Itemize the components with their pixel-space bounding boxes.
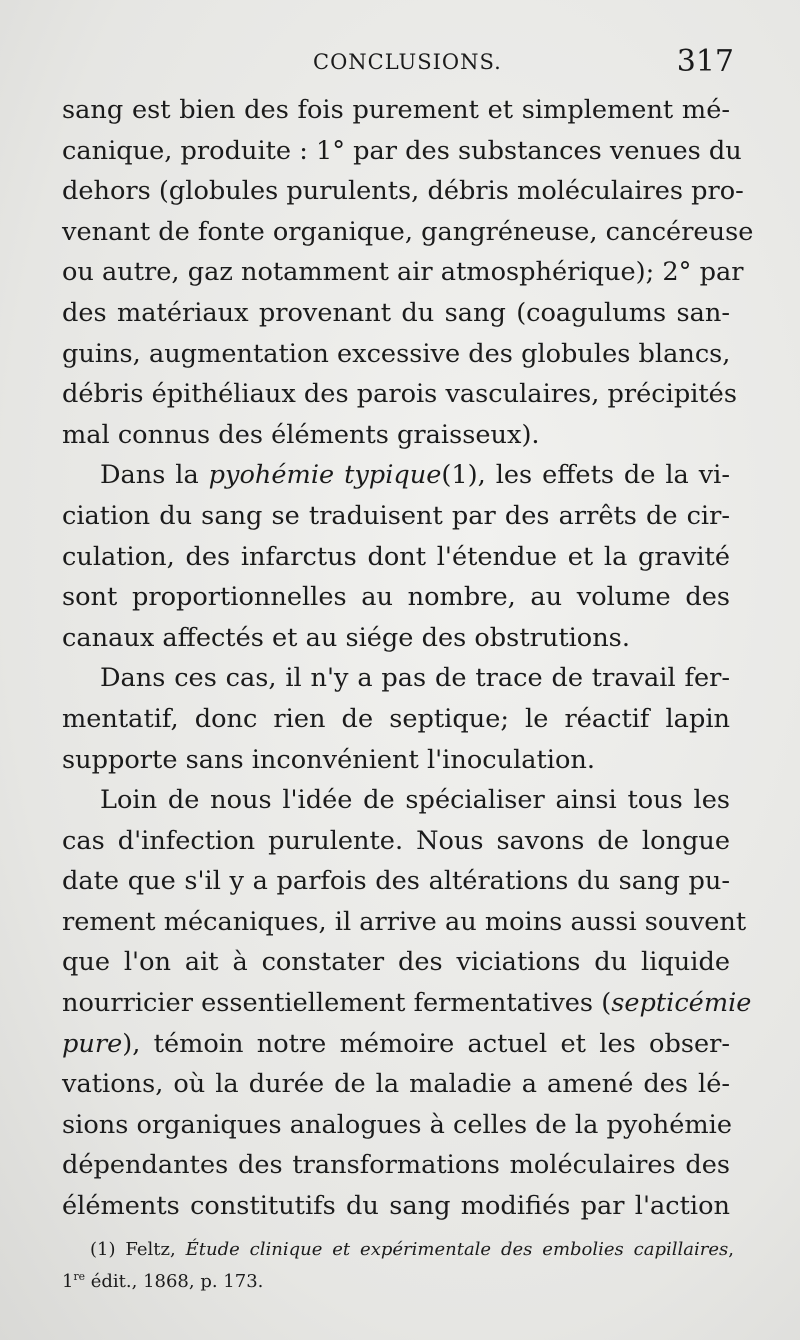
text-line: ciation du sang se traduisent par des arrêts de cir- (62, 500, 730, 531)
italic-term: pyohémie typique (208, 460, 442, 491)
text-line: mentatif, donc rien de septique; le réactif lapin (62, 703, 730, 734)
text-line (62, 1024, 730, 1065)
text-line: supporte sans inconvénient l'inoculation. (62, 744, 596, 775)
text-line: sont proportionnelles au nombre, au volume des (62, 582, 730, 613)
footnote-work-title: Étude clinique et expérimentale des embolies capillaires (185, 1239, 729, 1260)
text-fragment: nourricier essentiellement fermentatives ( (62, 988, 612, 1019)
text-line: dépendantes des transformations moléculaires des (62, 1150, 730, 1181)
text-line: dehors (globules purulents, débris moléculaires pro- (62, 176, 744, 207)
italic-term: pure (62, 1028, 123, 1059)
page-number: 317 (676, 44, 734, 79)
text-fragment: ), témoin notre mémoire actuel et les obser- (122, 1028, 730, 1059)
footnote (62, 1234, 734, 1298)
text-line: Loin de nous l'idée de spécialiser ainsi tous les (100, 785, 730, 816)
footnote-line (62, 1234, 734, 1266)
footnote-author: Feltz, (115, 1239, 186, 1260)
text-line: que l'on ait à constater des viciations du liquide (62, 947, 730, 978)
text-line: canique, produite : 1° par des substances venues du (62, 135, 742, 166)
text-line: sions organiques analogues à celles de la pyohémie (62, 1109, 732, 1140)
text-line: sang est bien des fois purement et simplement mé- (62, 95, 730, 125)
text-fragment: , les effets de la vi- (477, 460, 730, 491)
footnote-edition: édit., 1868, p. 173. (85, 1271, 264, 1292)
text-line: venant de fonte organique, gangréneuse, cancéreuse (62, 216, 754, 247)
text-line: cas d'infection purulente. Nous savons de longue (62, 825, 730, 856)
paragraph-2 (62, 455, 730, 658)
italic-term: septicémie (611, 988, 752, 1019)
text-line: ou autre, gaz notamment air atmosphérique); 2° par (62, 257, 744, 288)
text-line: date que s'il y a parfois des altérations du sang pu- (62, 866, 730, 897)
text-line: vations, où la durée de la maladie a amené des lé- (62, 1069, 730, 1100)
text-line: Dans ces cas, il n'y a pas de trace de travail fer- (100, 663, 730, 694)
text-line: des matériaux provenant du sang (coagulums san- (62, 297, 730, 328)
text-fragment: , (728, 1239, 734, 1260)
text-fragment: Dans la (100, 460, 209, 491)
footnote-line: 1re édit., 1868, p. 173. (62, 1270, 264, 1292)
paragraph-1 (62, 90, 754, 455)
text-line: culation, des infarctus dont l'étendue et la gravité (62, 541, 730, 572)
text-line (62, 455, 730, 496)
text-line (62, 983, 752, 1024)
paragraph-3 (62, 658, 730, 780)
running-title: CONCLUSIONS. (313, 50, 502, 74)
text-line: débris épithéliaux des parois vasculaires, précipités (62, 379, 737, 410)
body-text (62, 90, 754, 1227)
paragraph-4 (62, 780, 752, 1227)
text-line: mal connus des éléments graisseux). (62, 419, 540, 450)
footnote-reference: (1) (441, 460, 478, 491)
text-line: canaux affectés et au siége des obstrutions. (62, 622, 630, 653)
text-line: guins, augmentation excessive des globules blancs, (62, 338, 731, 369)
running-head (60, 44, 740, 84)
ordinal-superscript: re (73, 1270, 86, 1283)
footnote-marker: (1) (90, 1239, 116, 1260)
text-line: rement mécaniques, il arrive au moins aussi souvent (62, 906, 747, 937)
text-line: éléments constitutifs du sang modifiés par l'action (62, 1191, 730, 1222)
